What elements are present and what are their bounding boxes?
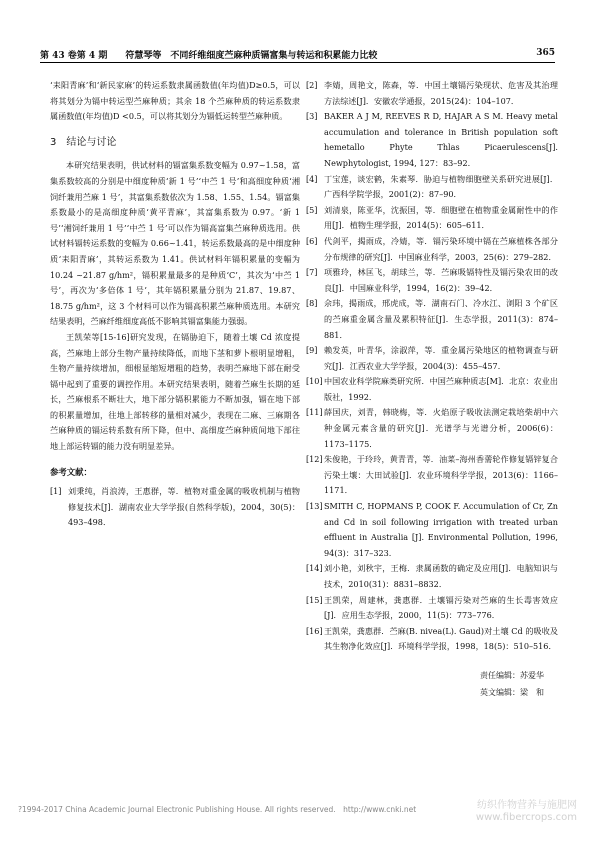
paragraph-discussion: 王凯荣等[15-16]研究发现，在镉胁迫下，随着土壤 Cd 浓度提高，苎麻地上部分生物产量持续降低，而地下茎和萝卜根明显增粗，生物产量持续增加，细根显缩短增粗的趋势，表明苎麻地下部在耐受镉中起到了重要的调控作用。本研究结果表明，随着苎麻生长期的延长，苎麻根系不断壮大，地下部分镉积累能力不断加强，镉在地下部的积累量增加，往地上部转移的量相对减少，表现在二麻、三麻期各苎麻种质的镉运转系数有所下降，但中、高细度苎麻种质间地下部往地上部运转镉的能力没有明显差异。 (50, 331, 300, 452)
reference-item (306, 296, 558, 343)
reference-item (306, 172, 558, 203)
reference-number: [13] (306, 501, 323, 512)
reference-text: 朱俊艳，于玲玲，黄青青，等．油菜–海州香薷轮作修复镉锌复合污染土壤：大田试验[J]．农业环境科学学报，2013(6)：1166–1171． (324, 454, 558, 496)
reference-text: 佘玮，揭雨成，邢虎成，等．湖南石门、冷水江、浏阳 3 个矿区的苎麻重金属含量及累积特征[J]．生态学报，2011(3)：874–881． (324, 298, 558, 340)
reference-text: 刘小艳，刘秋宇，王梅．隶属函数的确定及应用[J]．电脑知识与技术，2010(31)：8831–8832． (324, 563, 558, 589)
reference-text: 代剑平，揭雨成，冷婧，等．镉污染环境中镉在苎麻植株各部分分布规律的研究[J]．中国麻业科学，2003，25(6)：279–282． (324, 235, 558, 262)
reference-text: 刘清泉，陈亚华，沈振国，等．细胞壁在植物重金属耐性中的作用[J]．植物生理学报，2014(5)：605–611． (324, 204, 558, 231)
watermark-url: www.fibercrops.com (475, 812, 577, 823)
reference-number: [10] (306, 376, 323, 387)
reference-item (306, 265, 558, 296)
reference-number: [3] (306, 111, 318, 122)
watermark-name: 纺织作物营养与施肥网 (477, 800, 577, 811)
paragraph-results: 本研究结果表明，供试材料的镉富集系数变幅为 0.97~1.58，富集系数较高的分别是中细度种质‘新 1 号’‘中苎 1 号’和高细度种质‘湘饲纤兼用苎麻 1 号’，其富集系数依次为 1.58、1.55、1.54。镉富集系数最小的是高细度种质‘黄平青麻’，其富集系数为 0.97。‘新 1 号’‘湘饲纤兼用 1 号’‘中苎 1 号’可以作为镉高富集苎麻种质选用。供试材料镉转运系数的变幅为 0.66~1.41，转运系数最高的是中细度种质‘耒阳青麻’，其转运系数为 1.41。供试材料年镉积累量的变幅为 10.24 ~21.87 g/hm²，镉积累量最多的是种质‘C’，其次为‘中苎 1 号’，再次为‘多倍体 1 号’，其年镉积累量分别为 21.87、19.87、18.75 g/hm²，这 3 个材料可以作为镉高积累苎麻种质选用。本研究结果表明，苎麻纤维细度高低不影响其镉富集能力强弱。 (50, 160, 300, 327)
reference-list (306, 78, 558, 655)
reference-text: 李婧，周艳文，陈森，等．中国土壤镉污染现状、危害及其治理方法综述[J]．安徽农学通报，2015(24)：104–107． (324, 80, 558, 106)
reference-number: [15] (306, 594, 323, 605)
reference-text: 赖发英，叶青华，涂淑萍，等．重金属污染地区的植物调查与研究[J]．江西农业大学学报，2004(3)：455–457． (324, 345, 558, 371)
running-header (40, 46, 555, 63)
reference-text: BAKER A J M, REEVES R D, HAJAR A S M. Heavy metal accumulation and tolerance in British population soft hemetallo Phyte Thlas Picaerulescens[J]. Newphytologist, 1994, 127：83–92. (324, 111, 558, 168)
reference-number: [14] (306, 563, 323, 574)
reference-text: 王凯荣，龚惠群．苎麻(B. nivea(L). Gaud)对土壤 Cd 的吸收及其生物净化效应[J]．环境科学学报，1998，18(5)：510–516． (324, 625, 558, 652)
reference-text: 薛国庆，刘青，韩晓梅，等．火焰原子吸收法测定栽培柴胡中六种金属元素含量的研究[J]．光谱学与光谱分析，2006(6)：1173–1175． (324, 407, 558, 449)
reference-item (306, 561, 558, 592)
section-title: 3 结论与讨论 (50, 136, 117, 148)
reference-text: SMITH C, HOPMANS P, COOK F. Accumulation of Cr, Zn and Cd in soil following irrigation with treated urban effluent in Australia [J]. Environmental Pollution, 1996, 94(3)：317–323. (324, 501, 558, 558)
editors-block (306, 667, 558, 701)
reference-number: [16] (306, 625, 323, 636)
copyright-footer: ?1994-2017 China Academic Journal Electronic Publishing House. All rights reserved. http://www.cnki.net (18, 805, 417, 814)
reference-number: [11] (306, 407, 323, 418)
reference-item (50, 484, 300, 531)
responsible-editor: 责任编辑：苏爱华 (480, 670, 544, 680)
reference-item (306, 624, 558, 655)
reference-number: [1] (50, 486, 62, 497)
reference-item (306, 343, 558, 374)
site-watermark (476, 800, 577, 824)
reference-item (306, 78, 558, 109)
reference-item (306, 109, 558, 171)
english-editor: 英文编辑：梁 和 (480, 687, 544, 697)
reference-text: 项雅玲，林匡飞，胡球兰，等．苎麻吸镉特性及镉污染农田的改良[J]．中国麻业科学，1994，16(2)：39–42． (324, 267, 558, 293)
paragraph-transport-conclusion: ‘耒阳青麻’和‘新民家麻’的转运系数隶属函数值(年均值)D≥0.5，可以将其划分为镉中转运型苎麻种质；其余 18 个苎麻种质的转运系数隶属函数值(年均值)D <0.5，可以将其划分为镉低运转型苎麻种质。 (50, 80, 300, 122)
reference-number: [7] (306, 267, 318, 278)
reference-item (306, 374, 558, 405)
reference-text: 丁宝莲，谈宏鹤，朱素琴．胁迫与植物细胞壁关系研究进展[J]．广西科学院学报，2001(2)：87–90． (324, 173, 558, 200)
left-column (50, 78, 300, 531)
page-number: 365 (536, 48, 555, 58)
references-title: 参考文献： (50, 466, 92, 477)
reference-number: [9] (306, 345, 318, 356)
reference-text: 刘秉纯，肖浪涛，王惠群，等．植物对重金属的吸收机制与植物修复技术[J]．湖南农业大学学报(自然科学版)，2004，30(5)：493–498． (68, 486, 300, 528)
running-header-title: 第 43 卷第 4 期 符慧琴等 不同纤维细度苎麻种质镉富集与转运和积累能力比较 (40, 51, 378, 61)
reference-number: [2] (306, 80, 318, 90)
reference-number: [6] (306, 235, 318, 246)
reference-item (306, 405, 558, 452)
reference-text: 中国农业科学院麻类研究所．中国苎麻种质志[M]．北京：农业出版社，1992． (324, 376, 558, 402)
reference-item (306, 203, 558, 234)
reference-text: 王凯荣，周建林，龚惠群．土壤镉污染对苎麻的生长毒害效应[J]．应用生态学报，2000，11(5)：773–776． (324, 594, 558, 621)
right-column (306, 78, 558, 701)
reference-item (306, 499, 558, 561)
reference-number: [8] (306, 298, 318, 309)
reference-item (306, 593, 558, 624)
reference-item (306, 234, 558, 265)
reference-number: [5] (306, 204, 318, 215)
reference-number: [12] (306, 454, 323, 465)
reference-number: [4] (306, 173, 318, 184)
reference-item (306, 452, 558, 499)
